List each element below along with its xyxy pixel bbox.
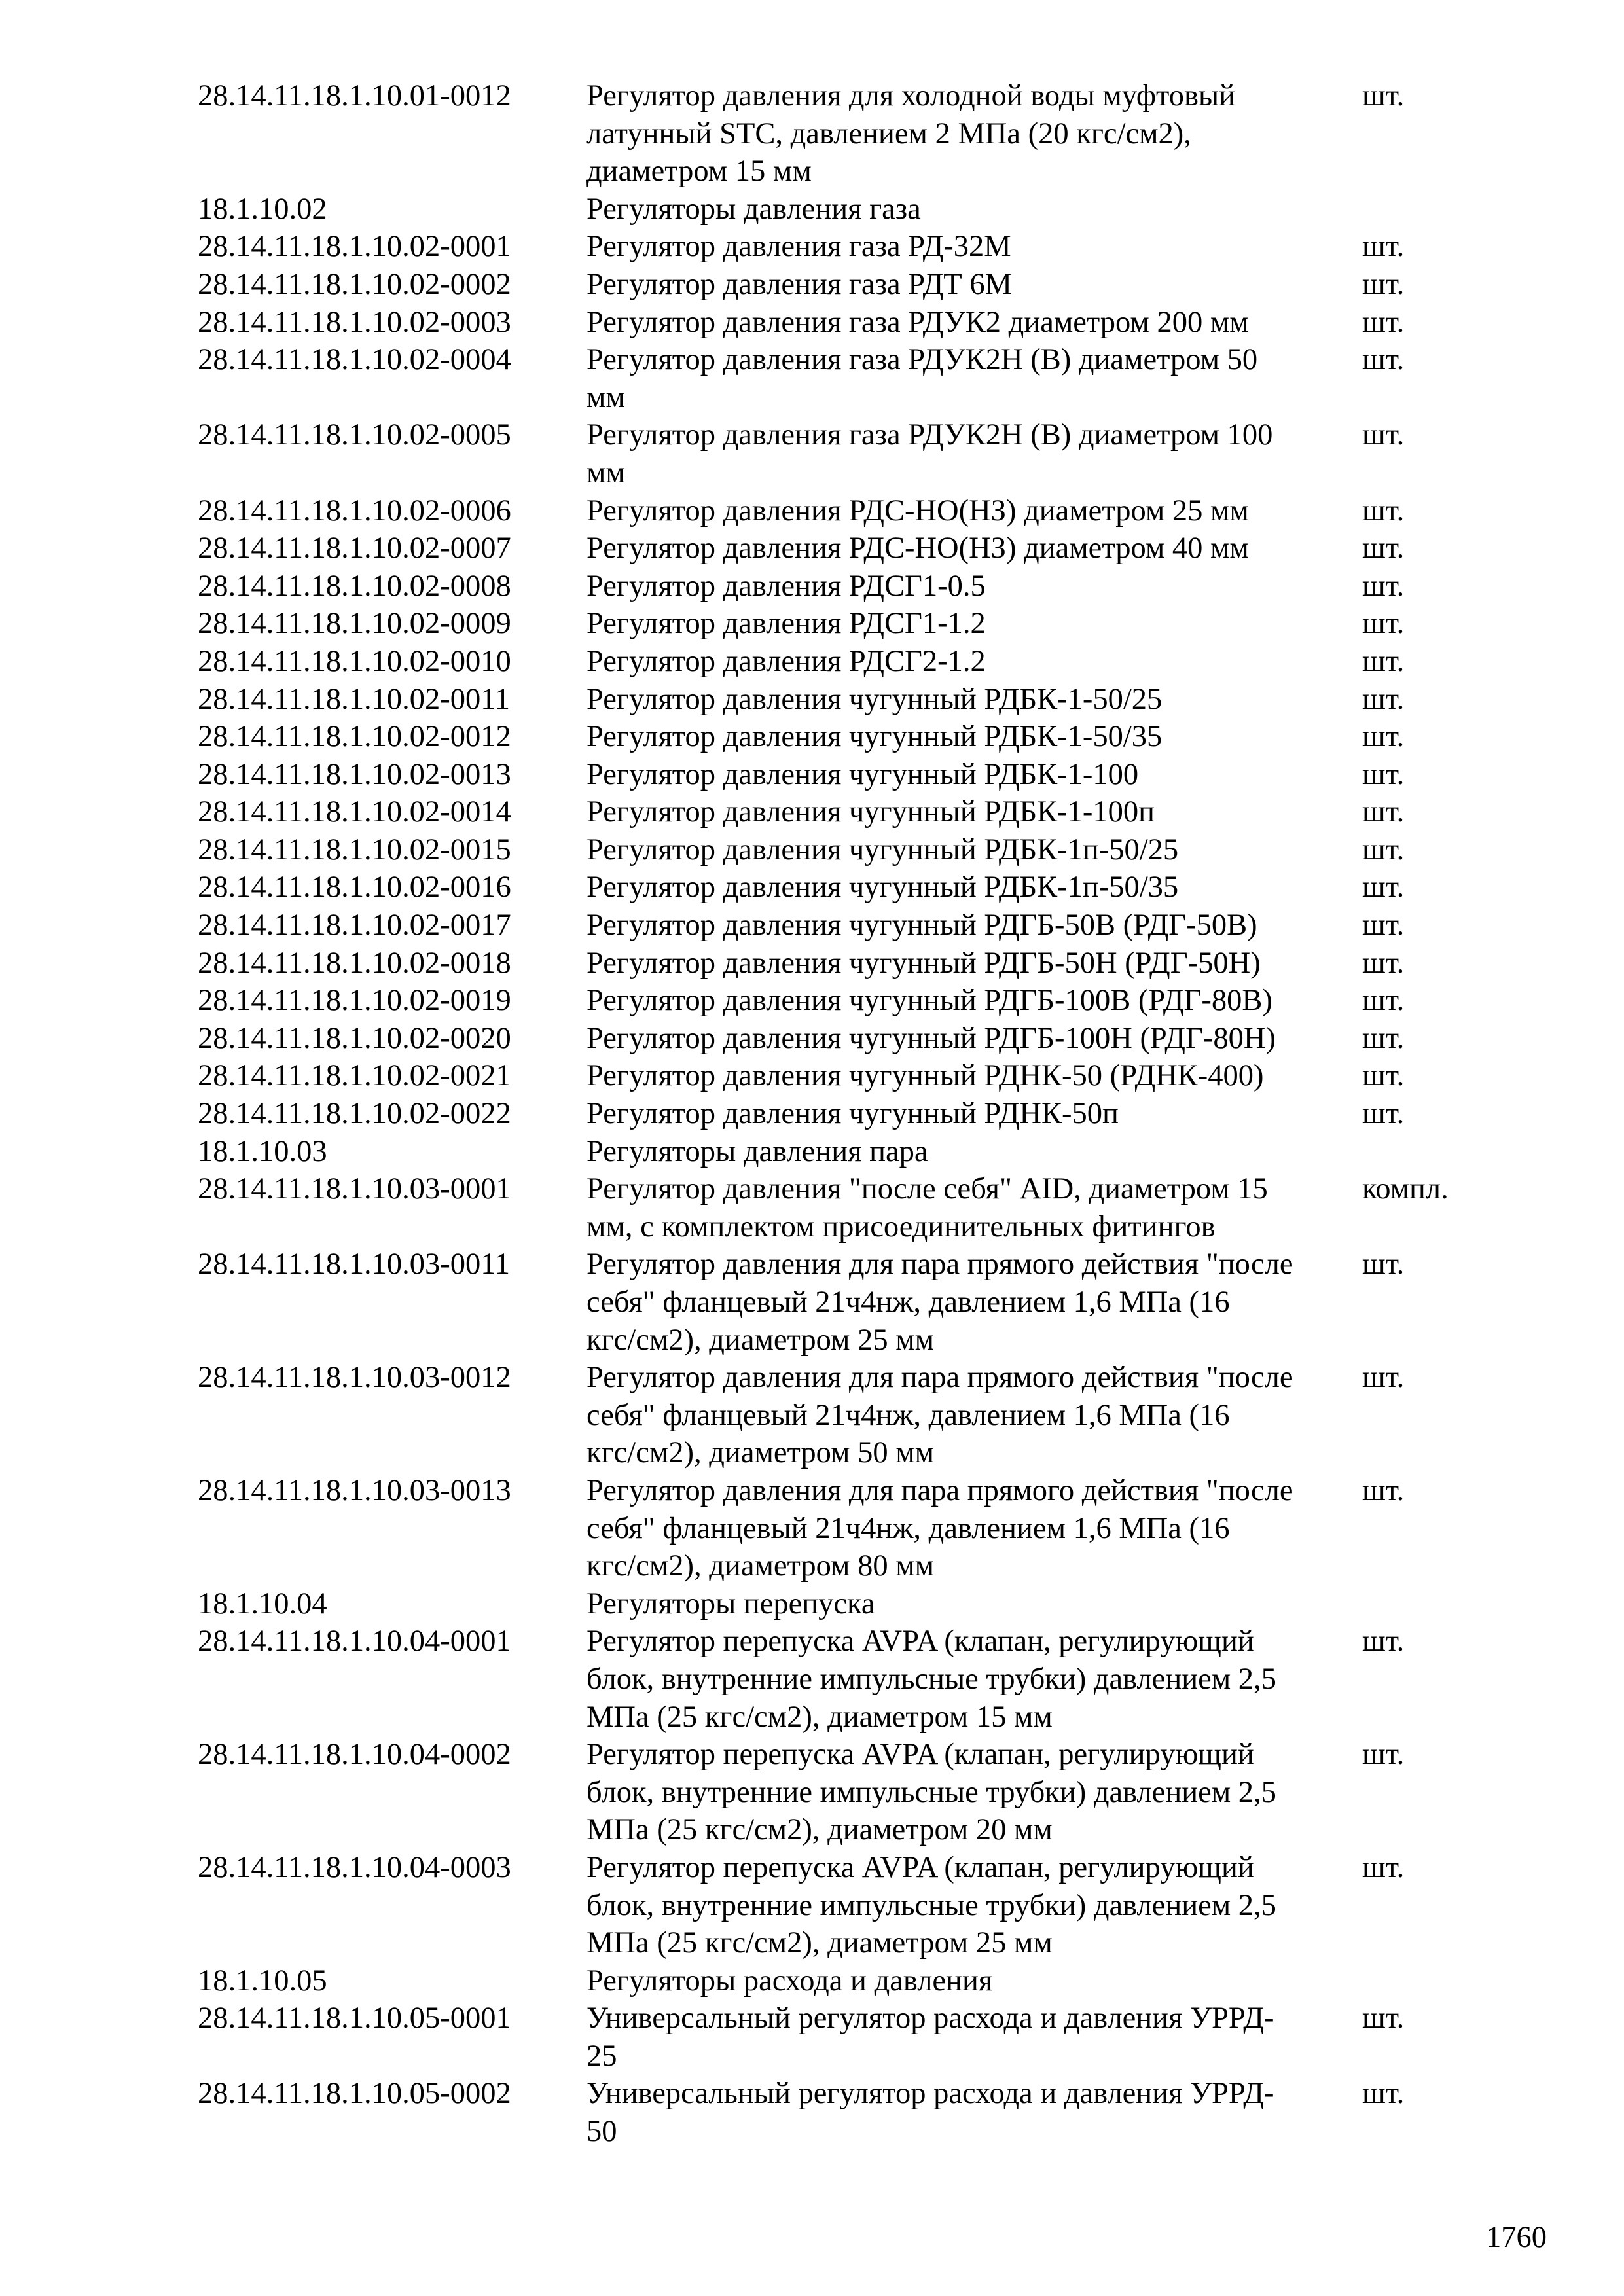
item-code: 28.14.11.18.1.10.02-0012 [198, 720, 511, 754]
item-name: Регулятор давления газа РДУК2 диаметром 200 мм [586, 305, 1249, 339]
table-row [198, 1736, 1507, 1849]
table-row [198, 643, 1507, 681]
table-row [198, 1623, 1507, 1736]
table-row [198, 681, 1507, 719]
table-row [198, 982, 1507, 1020]
item-unit: шт. [1362, 1021, 1405, 1055]
item-unit: шт. [1362, 908, 1405, 942]
item-name: Регулятор давления чугунный РДГБ-50В (РДГ-50В) [586, 908, 1257, 942]
item-name: Регулятор давления газа РДТ 6М [586, 267, 1012, 301]
item-name: Регулятор давления газа РД-32М [586, 230, 1011, 264]
table-row [198, 756, 1507, 794]
table-row [198, 906, 1507, 944]
table-row [198, 1057, 1507, 1095]
item-code: 28.14.11.18.1.10.02-0006 [198, 493, 511, 528]
item-unit: шт. [1362, 230, 1405, 264]
item-name: Универсальный регулятор расхода и давления УРРД- 50 [586, 2077, 1274, 2149]
item-name: Регулятор давления чугунный РДБК-1-50/25 [586, 682, 1163, 716]
item-name: Регулятор давления газа РДУК2Н (В) диаметром 50 мм [586, 343, 1258, 414]
item-name: Регулятор давления газа РДУК2Н (В) диаметром 100 мм [586, 418, 1273, 490]
item-code: 28.14.11.18.1.10.02-0017 [198, 908, 511, 942]
item-unit: шт. [1362, 1473, 1405, 1507]
table-row [198, 718, 1507, 756]
item-code: 28.14.11.18.1.10.02-0021 [198, 1059, 511, 1093]
section-heading-row [198, 1585, 1507, 1623]
item-name: Регулятор давления для пара прямого действия "после себя" фланцевый 21ч4нж, давлением 1,6 МПа (16 кгс/см2), диаметром 50 мм [586, 1361, 1293, 1470]
table-row [198, 228, 1507, 266]
item-code: 28.14.11.18.1.10.02-0014 [198, 795, 511, 829]
item-unit: шт. [1362, 305, 1405, 339]
table-row [198, 341, 1507, 416]
section-heading-row [198, 190, 1507, 228]
item-unit: шт. [1362, 870, 1405, 905]
item-name: Регулятор давления "после себя" AID, диаметром 15 мм, с комплектом присоединительных фитингов [586, 1172, 1268, 1244]
item-unit: шт. [1362, 2001, 1405, 2036]
section-heading-row [198, 1133, 1507, 1171]
table-row [198, 77, 1507, 190]
item-code: 28.14.11.18.1.10.02-0016 [198, 870, 511, 905]
item-code: 28.14.11.18.1.10.05-0002 [198, 2077, 511, 2111]
table-row [198, 304, 1507, 342]
item-unit: шт. [1362, 984, 1405, 1018]
item-unit: шт. [1362, 493, 1405, 528]
item-unit: шт. [1362, 1097, 1405, 1131]
price-list-table [198, 77, 1507, 2151]
item-name: Регулятор давления РДС-НО(НЗ) диаметром 40 мм [586, 531, 1249, 565]
item-code: 28.14.11.18.1.10.02-0003 [198, 305, 511, 339]
item-name: Регулятор давления РДСГ2-1.2 [586, 644, 986, 678]
item-unit: шт. [1362, 795, 1405, 829]
item-code: 28.14.11.18.1.10.02-0020 [198, 1021, 511, 1055]
item-code: 28.14.11.18.1.10.02-0018 [198, 946, 511, 980]
item-code: 28.14.11.18.1.10.02-0004 [198, 343, 511, 377]
item-unit: шт. [1362, 1361, 1405, 1395]
item-name: Регулятор давления чугунный РДБК-1-100п [586, 795, 1155, 829]
table-row [198, 529, 1507, 567]
item-code: 28.14.11.18.1.10.04-0001 [198, 1624, 511, 1659]
table-row [198, 869, 1507, 906]
table-row [198, 831, 1507, 869]
item-unit: шт. [1362, 1738, 1405, 1772]
item-code: 28.14.11.18.1.10.02-0010 [198, 644, 511, 678]
item-unit: шт. [1362, 607, 1405, 641]
item-code: 28.14.11.18.1.10.03-0013 [198, 1473, 511, 1507]
item-unit: шт. [1362, 946, 1405, 980]
table-row [198, 1170, 1507, 1246]
item-code: 28.14.11.18.1.10.02-0005 [198, 418, 511, 452]
item-code: 28.14.11.18.1.10.01-0012 [198, 79, 511, 113]
item-unit: компл. [1362, 1172, 1449, 1206]
table-row [198, 1849, 1507, 1962]
table-row [198, 2000, 1507, 2075]
item-name: Регулятор давления РДСГ1-1.2 [586, 607, 986, 641]
item-name: Регулятор давления для холодной воды муфтовый латунный STC, давлением 2 МПа (20 кгс/см2), диаметром 15 мм [586, 79, 1236, 188]
item-code: 28.14.11.18.1.10.02-0001 [198, 230, 511, 264]
table-row [198, 266, 1507, 304]
item-code: 28.14.11.18.1.10.04-0003 [198, 1850, 511, 1884]
item-unit: шт. [1362, 644, 1405, 678]
item-name: Регуляторы перепуска [586, 1587, 875, 1621]
table-row [198, 1359, 1507, 1472]
table-row [198, 416, 1507, 492]
item-name: Регулятор давления чугунный РДГБ-100Н (РДГ-80Н) [586, 1021, 1276, 1055]
item-unit: шт. [1362, 1850, 1405, 1884]
item-name: Регуляторы расхода и давления [586, 1964, 993, 1998]
item-unit: шт. [1362, 267, 1405, 301]
item-code: 28.14.11.18.1.10.02-0011 [198, 682, 511, 716]
item-unit: шт. [1362, 418, 1405, 452]
item-code: 28.14.11.18.1.10.03-0011 [198, 1247, 511, 1282]
table-row [198, 1472, 1507, 1585]
item-code: 28.14.11.18.1.10.04-0002 [198, 1738, 511, 1772]
item-name: Регулятор давления чугунный РДБК-1-50/35 [586, 720, 1163, 754]
item-name: Регулятор давления чугунный РДГБ-50Н (РДГ-50Н) [586, 946, 1261, 980]
table-row [198, 2075, 1507, 2150]
item-name: Регулятор перепуска AVPA (клапан, регулирующий блок, внутренние импульсные трубки) давлением 2,5 МПа (25 кгс/см2), диаметром 20 мм [586, 1738, 1276, 1847]
item-name: Регулятор давления чугунный РДНК-50п [586, 1097, 1119, 1131]
item-code: 28.14.11.18.1.10.02-0013 [198, 757, 511, 791]
table-row [198, 567, 1507, 605]
table-row [198, 605, 1507, 643]
item-unit: шт. [1362, 682, 1405, 716]
table-row [198, 1246, 1507, 1359]
item-code: 28.14.11.18.1.10.02-0022 [198, 1097, 511, 1131]
table-row [198, 492, 1507, 530]
item-code: 18.1.10.05 [198, 1964, 327, 1998]
item-name: Регулятор перепуска AVPA (клапан, регулирующий блок, внутренние импульсные трубки) давлением 2,5 МПа (25 кгс/см2), диаметром 15 мм [586, 1624, 1276, 1734]
item-unit: шт. [1362, 79, 1405, 113]
item-code: 28.14.11.18.1.10.03-0001 [198, 1172, 511, 1206]
item-code: 28.14.11.18.1.10.05-0001 [198, 2001, 511, 2036]
item-name: Регулятор давления чугунный РДБК-1п-50/35 [586, 870, 1179, 905]
item-code: 18.1.10.04 [198, 1587, 327, 1621]
item-code: 28.14.11.18.1.10.03-0012 [198, 1361, 511, 1395]
item-code: 18.1.10.02 [198, 192, 327, 226]
item-unit: шт. [1362, 2077, 1405, 2111]
item-name: Регулятор давления чугунный РДБК-1-100 [586, 757, 1139, 791]
item-name: Регулятор давления для пара прямого действия "после себя" фланцевый 21ч4нж, давлением 1,6 МПа (16 кгс/см2), диаметром 25 мм [586, 1247, 1293, 1357]
item-unit: шт. [1362, 757, 1405, 791]
item-name: Регулятор давления чугунный РДГБ-100В (РДГ-80В) [586, 984, 1272, 1018]
item-name: Универсальный регулятор расхода и давления УРРД- 25 [586, 2001, 1274, 2073]
item-code: 28.14.11.18.1.10.02-0007 [198, 531, 511, 565]
item-code: 28.14.11.18.1.10.02-0019 [198, 984, 511, 1018]
item-name: Регуляторы давления пара [586, 1134, 928, 1168]
item-code: 18.1.10.03 [198, 1134, 327, 1168]
item-unit: шт. [1362, 1247, 1405, 1282]
item-code: 28.14.11.18.1.10.02-0009 [198, 607, 511, 641]
item-unit: шт. [1362, 343, 1405, 377]
item-name: Регулятор перепуска AVPA (клапан, регулирующий блок, внутренние импульсные трубки) давлением 2,5 МПа (25 кгс/см2), диаметром 25 мм [586, 1850, 1276, 1960]
table-row [198, 944, 1507, 982]
item-unit: шт. [1362, 833, 1405, 867]
item-name: Регулятор давления чугунный РДНК-50 (РДНК-400) [586, 1059, 1264, 1093]
page-number: 1760 [1486, 2221, 1547, 2254]
item-code: 28.14.11.18.1.10.02-0015 [198, 833, 511, 867]
item-code: 28.14.11.18.1.10.02-0008 [198, 569, 511, 603]
item-unit: шт. [1362, 1059, 1405, 1093]
item-name: Регуляторы давления газа [586, 192, 921, 226]
section-heading-row [198, 1962, 1507, 2000]
item-name: Регулятор давления РДСГ1-0.5 [586, 569, 986, 603]
item-unit: шт. [1362, 531, 1405, 565]
item-name: Регулятор давления для пара прямого действия "после себя" фланцевый 21ч4нж, давлением 1,6 МПа (16 кгс/см2), диаметром 80 мм [586, 1473, 1293, 1583]
item-unit: шт. [1362, 720, 1405, 754]
item-name: Регулятор давления чугунный РДБК-1п-50/25 [586, 833, 1179, 867]
table-row [198, 1095, 1507, 1133]
item-unit: шт. [1362, 569, 1405, 603]
item-code: 28.14.11.18.1.10.02-0002 [198, 267, 511, 301]
item-unit: шт. [1362, 1624, 1405, 1659]
table-row [198, 793, 1507, 831]
table-row [198, 1020, 1507, 1058]
item-name: Регулятор давления РДС-НО(НЗ) диаметром 25 мм [586, 493, 1249, 528]
